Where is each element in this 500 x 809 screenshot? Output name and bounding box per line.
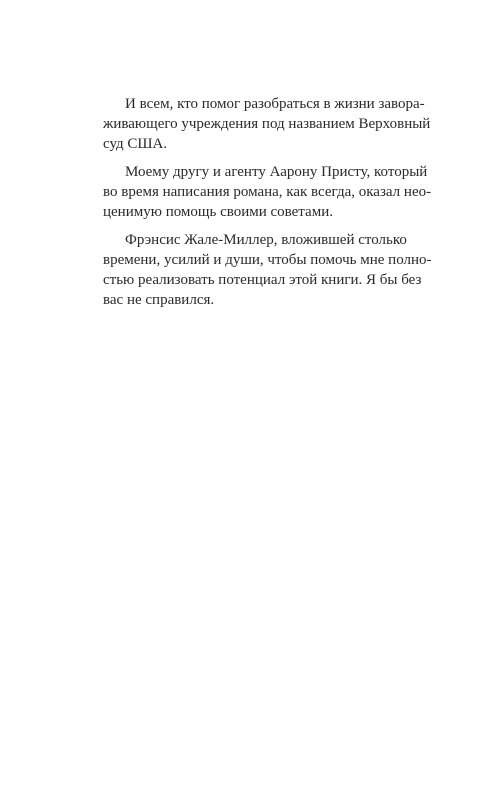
- text-line: вас не справился.: [103, 292, 215, 308]
- text-line: стью реализовать потенциал этой книги. Я бы без: [103, 272, 422, 288]
- paragraph-1: [103, 94, 431, 154]
- acknowledgements-text: [103, 94, 432, 318]
- text-line: времени, усилий и души, чтобы помочь мне полно-: [103, 252, 432, 268]
- text-line: Моему другу и агенту Аарону Присту, который: [125, 164, 428, 180]
- text-line: во время написания романа, как всегда, оказал нео-: [103, 184, 432, 200]
- text-line: живающего учреждения под названием Верховный: [103, 116, 431, 132]
- text-line: ценимую помощь своими советами.: [103, 204, 333, 220]
- text-line: Фрэнсис Жале-Миллер, вложившей столько: [125, 232, 407, 248]
- text-line: И всем, кто помог разобраться в жизни завора-: [125, 96, 425, 112]
- paragraph-2: [103, 162, 432, 222]
- text-line: суд США.: [103, 136, 168, 152]
- paragraph-3: [103, 230, 432, 310]
